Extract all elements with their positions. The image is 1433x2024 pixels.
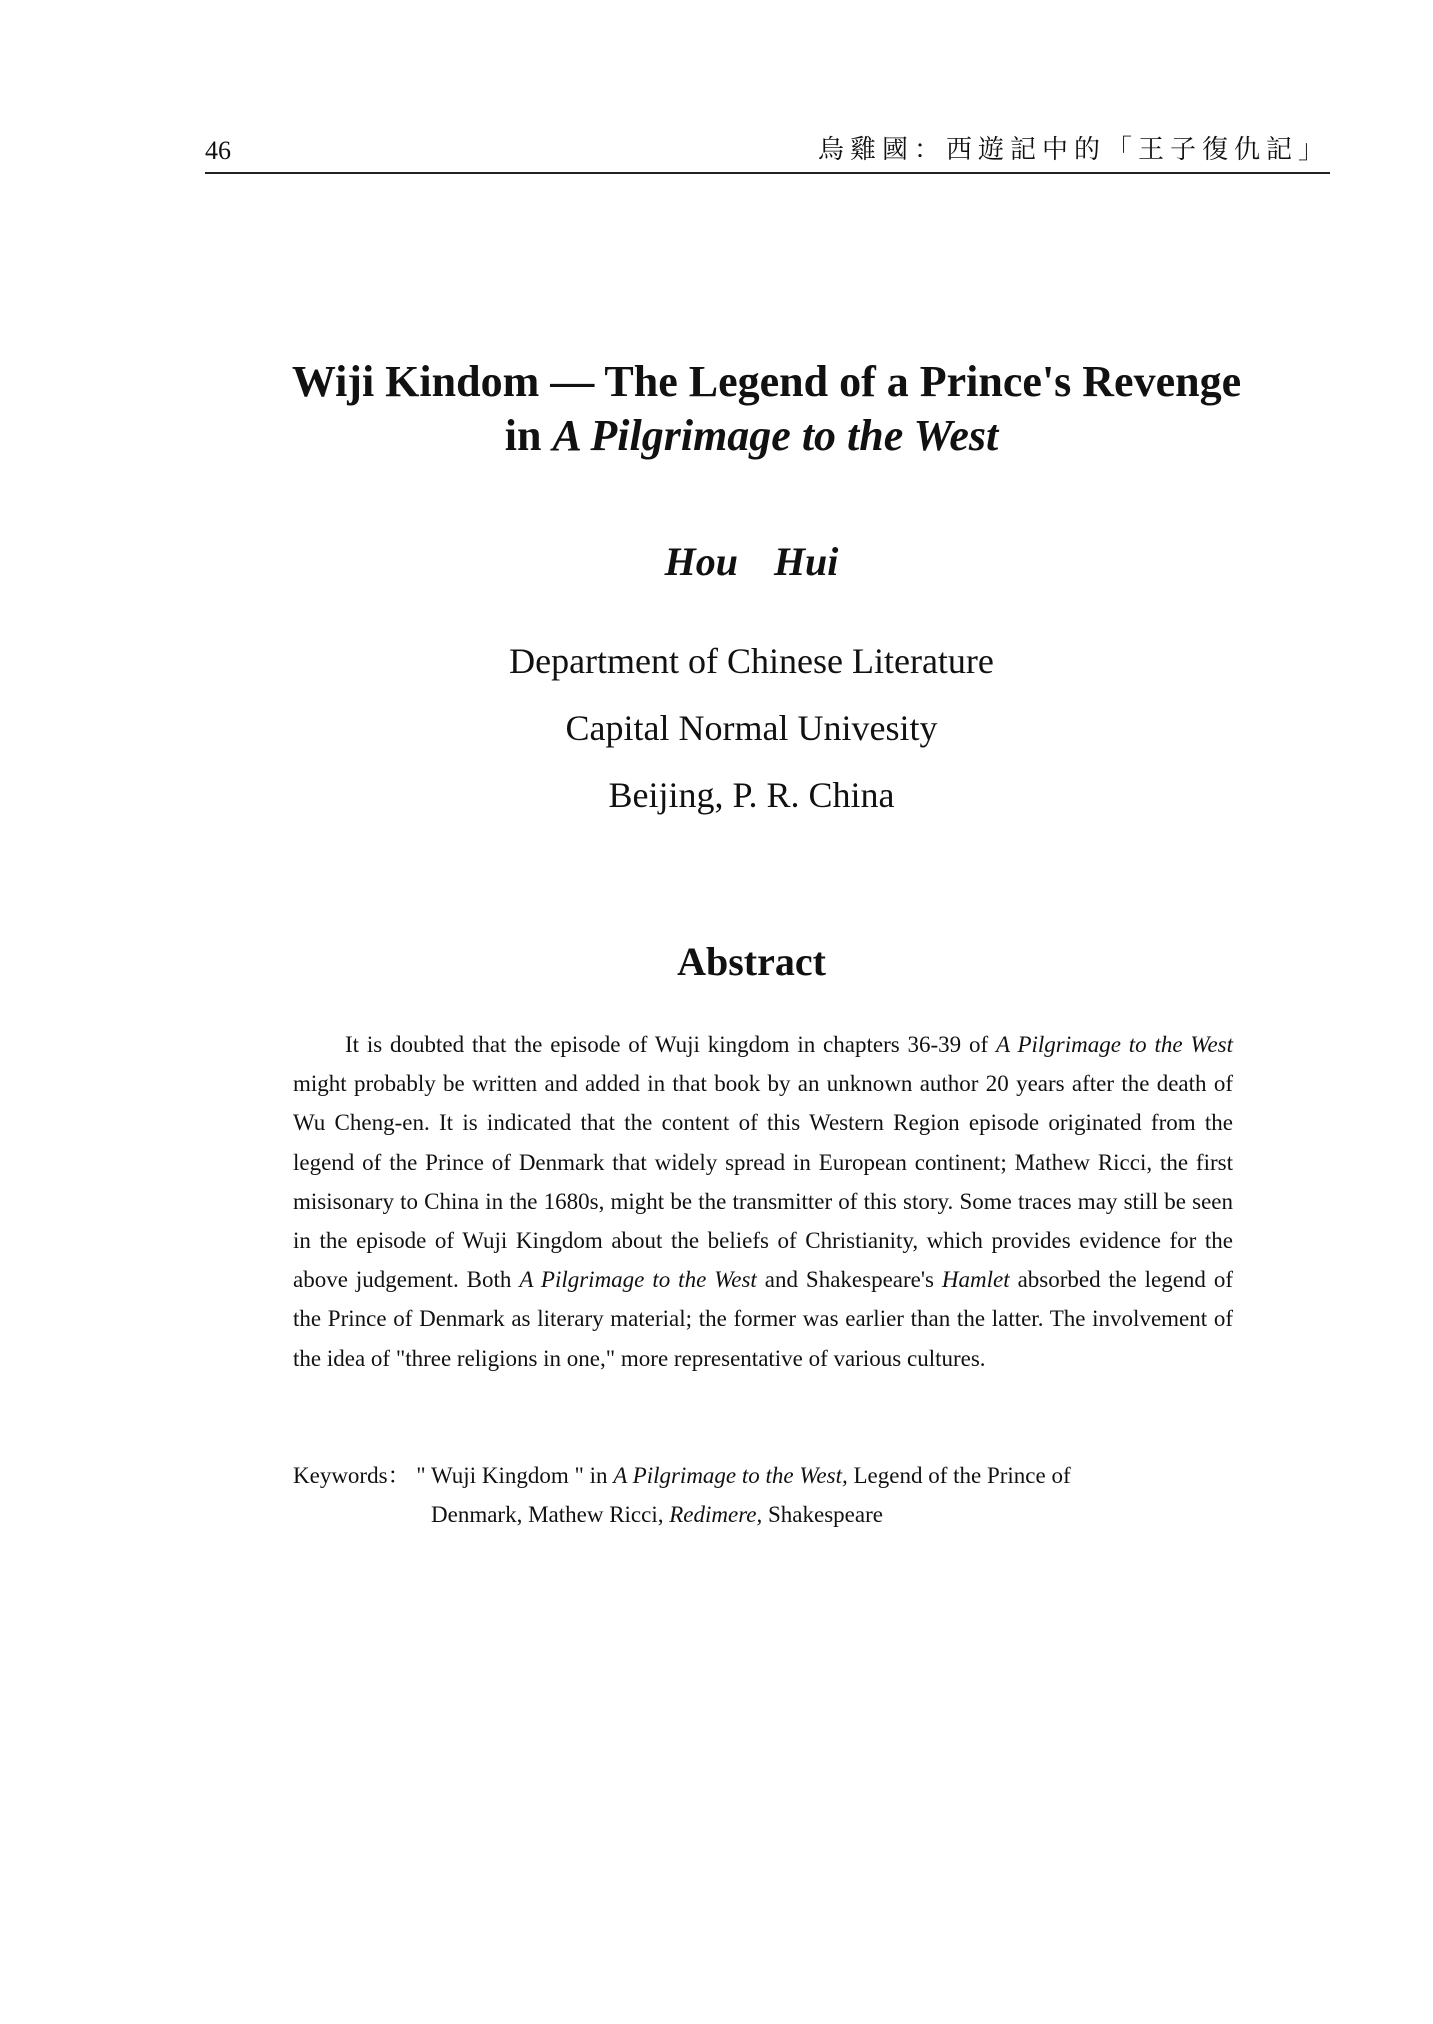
keywords-text: Legend of the Prince of xyxy=(847,1463,1071,1488)
title-prefix: in xyxy=(504,411,553,460)
journal-title: 烏雞國：西遊記中的「王子復仇記」 xyxy=(817,135,1330,165)
keywords xyxy=(293,1456,1233,1534)
abstract-play-title: Hamlet xyxy=(941,1267,1010,1293)
abstract-text: It is doubted that the episode of Wuji kingdom in chapters 36-39 of xyxy=(345,1032,996,1057)
abstract-body xyxy=(293,1025,1233,1378)
author-affiliation xyxy=(0,628,1433,829)
keywords-text: Shakespeare xyxy=(762,1502,883,1527)
affiliation-department: Department of Chinese Literature xyxy=(509,641,994,681)
keywords-term: Redimere, xyxy=(669,1502,763,1527)
keywords-text: " Wuji Kingdom " in xyxy=(410,1463,614,1488)
abstract-text: absorbed the legend of the Prince of Denmark as literary material; the former was earlier than the latter. The involvement of the idea of "three religions in one," more representative of various cultures. xyxy=(293,1267,1234,1371)
abstract-book-title: A Pilgrimage to the West xyxy=(995,1032,1233,1057)
keywords-text: Denmark, Mathew Ricci, xyxy=(431,1502,670,1527)
keywords-label: Keywords： xyxy=(293,1463,411,1488)
page-number: 46 xyxy=(205,136,231,165)
abstract-text: and Shakespeare's xyxy=(756,1267,942,1293)
abstract-book-title: A Pilgrimage to the West xyxy=(519,1267,757,1293)
title-line-2 xyxy=(0,409,1433,463)
paper-title xyxy=(0,355,1433,463)
running-header xyxy=(205,128,1330,174)
abstract-heading: Abstract xyxy=(677,939,826,984)
affiliation-university: Capital Normal Univesity xyxy=(565,708,938,748)
keywords-book-title: A Pilgrimage to the West, xyxy=(613,1463,848,1488)
title-book-name: A Pilgrimage to the West xyxy=(552,411,999,460)
title-line-1: Wiji Kindom — The Legend of a Prince's Revenge xyxy=(291,357,1242,406)
author-name: Hou Hui xyxy=(664,539,839,584)
abstract-text: might probably be written and added in that book by an unknown author 20 years after the death of Wu Cheng-en. It is indicated that the content of this Western Region episode originated from the legend of the Prince of Denmark that widely spread in European continent; Mathew Ricci, the first misisonary to China in the 1680s, might be the transmitter of this story. Some traces may still be seen in the episode of Wuji Kingdom about the beliefs of Christianity, which provides evidence for the above judgement. Both xyxy=(293,1071,1233,1293)
keywords-line-1 xyxy=(293,1456,1233,1495)
keywords-line-2 xyxy=(293,1495,1233,1534)
affiliation-location: Beijing, P. R. China xyxy=(608,775,895,815)
